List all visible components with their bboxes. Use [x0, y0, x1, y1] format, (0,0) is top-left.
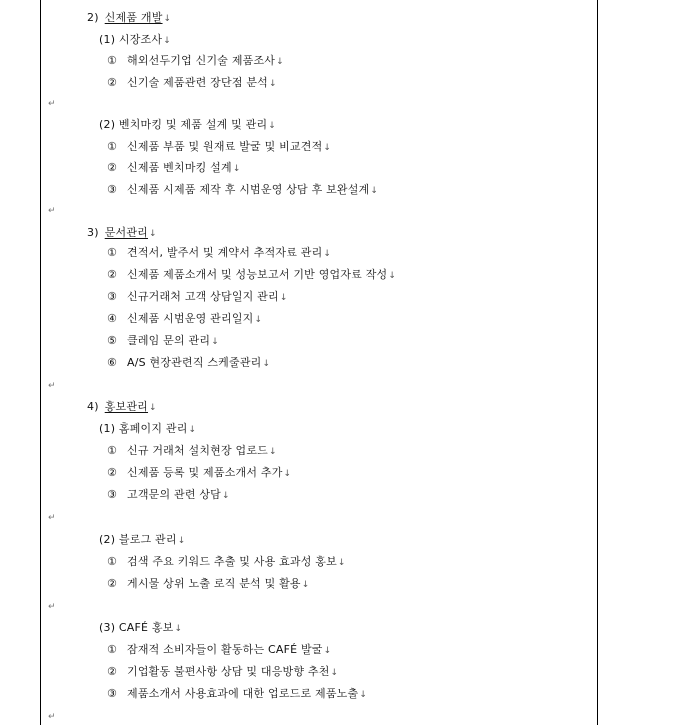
- item-text: 신규거래처 고객 상담일지 관리: [127, 290, 279, 303]
- empty-paragraph-mark: ↵: [48, 712, 56, 722]
- subsection-title: (3) CAFÉ 홍보: [99, 621, 174, 634]
- subsection-title: (1) 시장조사: [99, 33, 163, 46]
- paragraph-mark: ↓: [388, 271, 397, 281]
- paragraph-mark: ↓: [211, 337, 219, 347]
- paragraph-mark: ↓: [222, 491, 230, 501]
- list-item: [107, 311, 262, 328]
- subsection-heading: [99, 532, 185, 549]
- item-text: 신제품 부품 및 원재료 발굴 및 비교견적: [127, 140, 323, 153]
- paragraph-mark: ↓: [276, 57, 284, 67]
- list-item: [107, 139, 331, 156]
- item-number: ②: [107, 665, 118, 678]
- list-item: [107, 333, 219, 350]
- item-text: 신기술 제품관련 장단점 분석: [127, 76, 269, 89]
- item-number: ②: [107, 161, 118, 174]
- item-text: 신제품 벤치마킹 설계: [127, 161, 232, 174]
- subsection-heading: [99, 620, 182, 637]
- section-title: 문서관리: [104, 226, 149, 239]
- paragraph-mark: ↓: [163, 36, 171, 46]
- list-item: [107, 576, 310, 593]
- section-title: 홍보관리: [104, 400, 149, 413]
- paragraph-mark: ↓: [337, 558, 346, 568]
- list-item: [107, 664, 338, 681]
- item-number: ⑤: [107, 334, 118, 347]
- item-text: 게시물 상위 노출 로직 분석 및 활용: [127, 577, 301, 590]
- paragraph-mark: ↓: [232, 164, 241, 174]
- item-number: ③: [107, 183, 118, 196]
- item-text: 잠재적 소비자들이 활동하는 CAFÉ 발굴: [127, 643, 323, 656]
- list-item: [107, 245, 331, 262]
- paragraph-mark: ↓: [323, 249, 332, 259]
- paragraph-mark: ↓: [262, 359, 271, 369]
- item-number: ①: [107, 246, 118, 259]
- item-number: ①: [107, 643, 118, 656]
- section-title: 신제품 개발: [104, 11, 163, 24]
- section-number: 2): [87, 11, 99, 24]
- empty-paragraph-mark: ↵: [48, 602, 56, 612]
- section-number: 4): [87, 400, 99, 413]
- item-text: 제품소개서 사용효과에 대한 업로드로 제품노출: [127, 687, 359, 700]
- paragraph-mark: ↓: [269, 79, 277, 89]
- empty-paragraph-mark: ↵: [48, 513, 56, 523]
- item-number: ⑥: [107, 356, 118, 369]
- subsection-title: (2) 블로그 관리: [99, 533, 177, 546]
- item-number: ②: [107, 466, 118, 479]
- empty-paragraph-mark: ↵: [48, 99, 56, 109]
- paragraph-mark: ↓: [269, 447, 277, 457]
- section-heading: [87, 225, 157, 242]
- item-text: 검색 주요 키워드 추출 및 사용 효과성 홍보: [127, 555, 337, 568]
- paragraph-mark: ↓: [279, 293, 288, 303]
- section-heading: [87, 10, 171, 27]
- item-number: ①: [107, 444, 118, 457]
- item-text: 기업활동 불편사항 상담 및 대응방향 추천: [127, 665, 330, 678]
- item-number: ③: [107, 290, 118, 303]
- paragraph-mark: ↓: [370, 186, 379, 196]
- paragraph-mark: ↓: [174, 624, 183, 634]
- paragraph-mark: ↓: [149, 403, 157, 413]
- paragraph-mark: ↓: [323, 646, 332, 656]
- item-text: 신제품 등록 및 제품소개서 추가: [127, 466, 283, 479]
- item-number: ①: [107, 54, 118, 67]
- paragraph-mark: ↓: [301, 580, 310, 590]
- item-text: 해외선두기업 신기술 제품조사: [127, 54, 276, 67]
- item-number: ②: [107, 268, 118, 281]
- list-item: [107, 686, 367, 703]
- paragraph-mark: ↓: [283, 469, 292, 479]
- item-number: ②: [107, 76, 118, 89]
- item-text: 신제품 시제품 제작 후 시범운영 상담 후 보완설계: [127, 183, 370, 196]
- subsection-title: (2) 벤치마킹 및 제품 설계 및 관리: [99, 118, 268, 131]
- list-item: [107, 465, 291, 482]
- subsection-title: (1) 홈페이지 관리: [99, 422, 188, 435]
- item-number: ③: [107, 488, 118, 501]
- subsection-heading: [99, 421, 196, 438]
- item-number: ④: [107, 312, 118, 325]
- item-text: 클레임 문의 관리: [127, 334, 211, 347]
- list-item: [107, 289, 288, 306]
- list-item: [107, 554, 346, 571]
- item-text: 견적서, 발주서 및 계약서 추적자료 관리: [127, 246, 323, 259]
- item-text: 신제품 시범운영 관리일지: [127, 312, 254, 325]
- paragraph-mark: ↓: [188, 425, 197, 435]
- item-text: A/S 현장관련직 스케줄관리: [127, 356, 262, 369]
- item-text: 신규 거래처 설치현장 업로드: [127, 444, 269, 457]
- list-item: [107, 75, 277, 92]
- list-item: [107, 355, 270, 372]
- document-page: [40, 0, 598, 725]
- list-item: [107, 182, 378, 199]
- item-text: 신제품 제품소개서 및 성능보고서 기반 영업자료 작성: [127, 268, 388, 281]
- item-text: 고객문의 관련 상담: [127, 488, 222, 501]
- item-number: ②: [107, 577, 118, 590]
- empty-paragraph-mark: ↵: [48, 206, 56, 216]
- paragraph-mark: ↓: [149, 229, 157, 239]
- list-item: [107, 642, 331, 659]
- list-item: [107, 53, 284, 70]
- section-number: 3): [87, 226, 99, 239]
- empty-paragraph-mark: ↵: [48, 381, 56, 391]
- list-item: [107, 443, 277, 460]
- subsection-heading: [99, 32, 171, 49]
- item-number: ③: [107, 687, 118, 700]
- paragraph-mark: ↓: [177, 536, 186, 546]
- section-heading: [87, 399, 157, 416]
- list-item: [107, 487, 230, 504]
- paragraph-mark: ↓: [359, 690, 368, 700]
- paragraph-mark: ↓: [268, 121, 277, 131]
- item-number: ①: [107, 140, 118, 153]
- list-item: [107, 267, 396, 284]
- item-number: ①: [107, 555, 118, 568]
- paragraph-mark: ↓: [163, 14, 172, 24]
- paragraph-mark: ↓: [330, 668, 339, 678]
- paragraph-mark: ↓: [323, 143, 332, 153]
- list-item: [107, 160, 241, 177]
- paragraph-mark: ↓: [254, 315, 263, 325]
- subsection-heading: [99, 117, 276, 134]
